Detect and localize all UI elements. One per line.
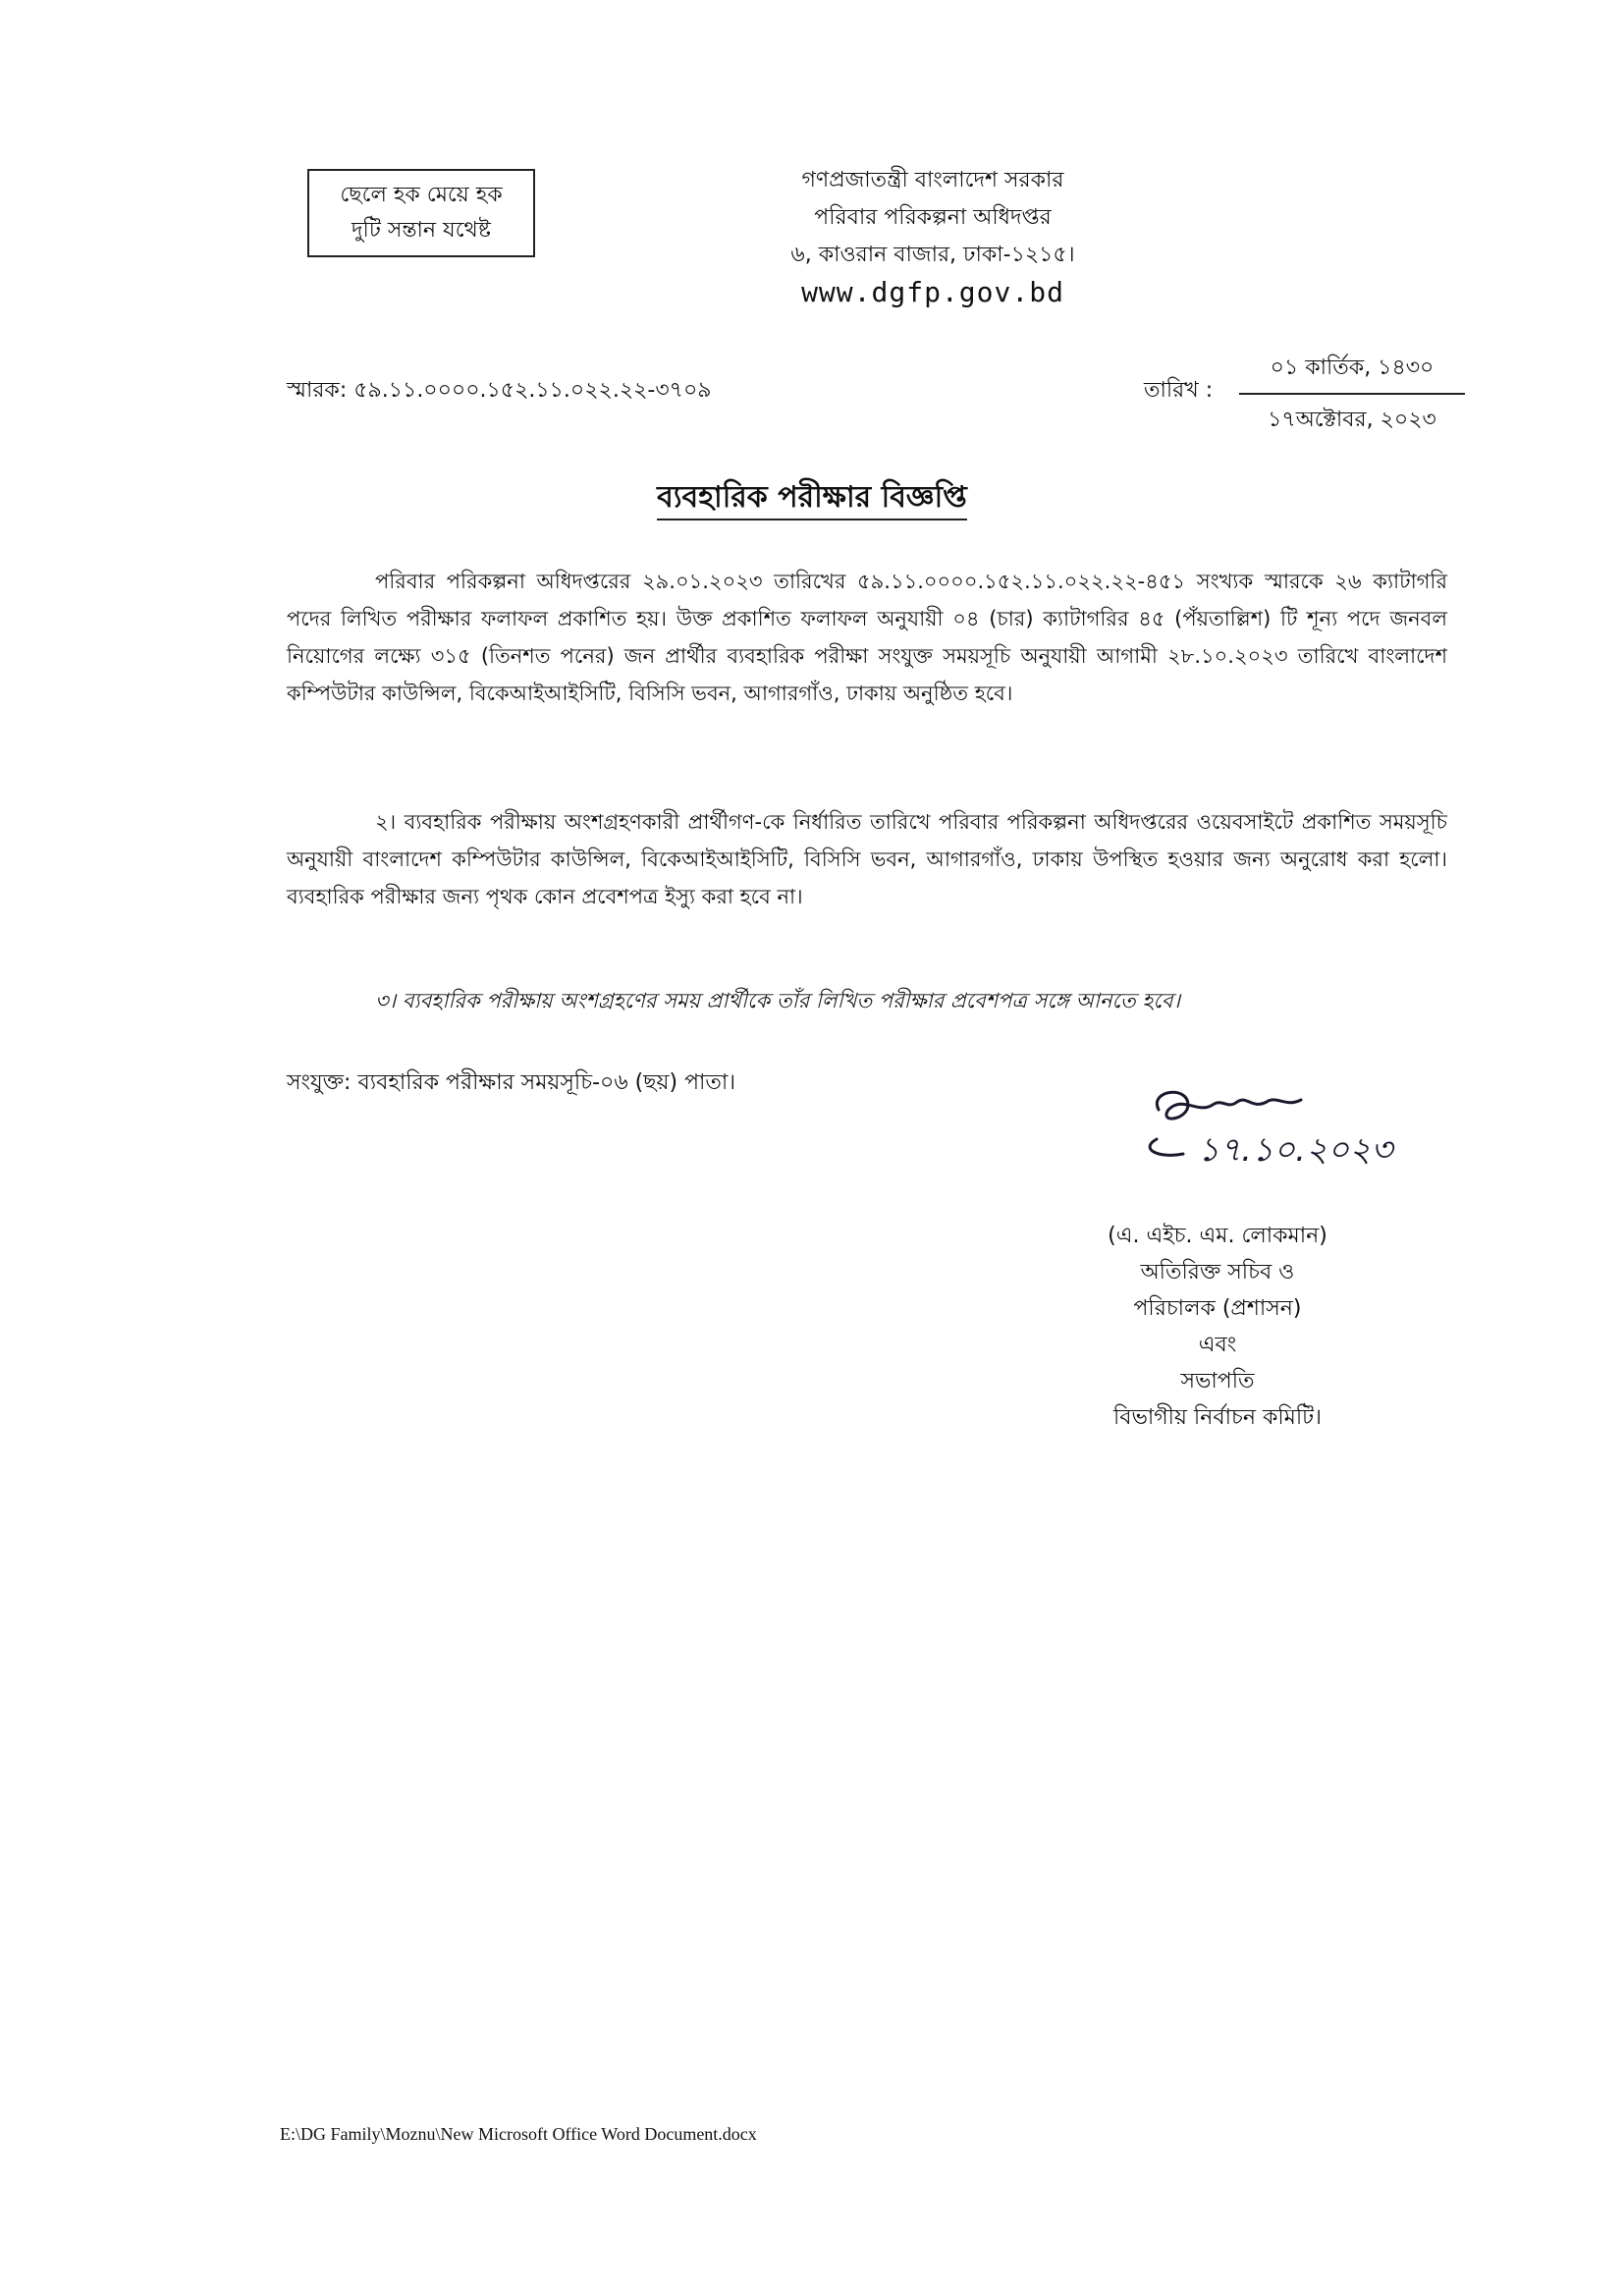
government-name: গণপ্রজাতন্ত্রী বাংলাদেশ সরকার [801, 168, 1064, 192]
paragraph-2: ২। ব্যবহারিক পরীক্ষায় অংশগ্রহণকারী প্রার্থীগণ-কে নির্ধারিত তারিখে পরিবার পরিকল্পনা অধিদপ্তরের ওয়েবসাইটে প্রকাশিত সময়সূচি অনুযায়ী বাংলাদেশ কম্পিউটার কাউন্সিল, বিকেআইআইসিটি, বিসিসি ভবন, আগারগাঁও, ঢাকায় উপস্থিত হওয়ার জন্য অনুরোধ করা হলো। ব্যবহারিক পরীক্ষার জন্য পৃথক কোন প্রবেশপত্র ইস্যু করা হবে না। [287, 810, 1447, 908]
date-gregorian: ১৭অক্টোবর, ২০২৩ [1268, 408, 1436, 432]
signature-date: ১৭.১০.২০২৩ [1198, 1130, 1393, 1170]
signatory-name: (এ. এইচ. এম. লোকমান) [1108, 1224, 1327, 1248]
slogan-line-1: ছেলে হক মেয়ে হক [340, 183, 503, 207]
signatory-committee: বিভাগীয় নির্বাচন কমিটি। [1112, 1405, 1323, 1430]
directorate-name: পরিবার পরিকল্পনা অধিদপ্তর [814, 205, 1052, 230]
notice-title-text: ব্যবহারিক পরীক্ষার বিজ্ঞপ্তি [657, 480, 967, 520]
file-path-footer: E:\DG Family\Moznu\New Microsoft Office Word Document.docx [280, 2124, 757, 2144]
slogan-line-2: দুটি সন্তান যথেষ্ট [352, 218, 491, 243]
paragraph-1: পরিবার পরিকল্পনা অধিদপ্তরের ২৯.০১.২০২৩ তারিখের ৫৯.১১.০০০০.১৫২.১১.০২২.২২-৪৫১ সংখ্যক স্মারকে ২৬ ক্যাটাগরি পদের লিখিত পরীক্ষার ফলাফল প্রকাশিত হয়। উক্ত প্রকাশিত ফলাফল অনুযায়ী ০৪ (চার) ক্যাটাগরির ৪৫ (পঁয়তাল্লিশ) টি শূন্য পদে জনবল নিয়োগের লক্ষ্যে ৩১৫ (তিনশত পনের) জন প্রার্থীর ব্যবহারিক পরীক্ষা সংযুক্ত সময়সূচি অনুযায়ী আগামী ২৮.১০.২০২৩ তারিখে বাংলাদেশ কম্পিউটার কাউন্সিল, বিকেআইআইসিটি, বিসিসি ভবন, আগারগাঁও, ঢাকায় অনুষ্ঠিত হবে। [287, 570, 1447, 705]
signatory-conjunction: এবং [1198, 1333, 1237, 1357]
notice-title [0, 473, 1624, 523]
signatory-designation-1: অতিরিক্ত সচিব ও [1140, 1260, 1295, 1285]
slogan-box [307, 169, 535, 257]
paragraph-3: ৩। ব্যবহারিক পরীক্ষায় অংশগ্রহণের সময় প্রার্থীকে তাঁর লিখিত পরীক্ষার প্রবেশপত্র সঙ্গে আনতে হবে। [375, 989, 1181, 1012]
letterhead [589, 162, 1276, 311]
date-block [1239, 351, 1465, 439]
signatory-designation-2: পরিচালক (প্রশাসন) [1133, 1296, 1302, 1321]
attachment-note: সংযুক্ত: ব্যবহারিক পরীক্ষার সময়সূচি-০৬ (ছয়) পাতা। [287, 1070, 736, 1095]
memo-number: স্মারক: ৫৯.১১.০০০০.১৫২.১১.০২২.২২-৩৭০৯ [287, 378, 712, 403]
office-address: ৬, কাওরান বাজার, ঢাকা-১২১৫। [790, 243, 1075, 267]
website-link[interactable]: www.dgfp.gov.bd [801, 276, 1064, 308]
handwritten-signature [1129, 1080, 1463, 1188]
signatory-block [1060, 1218, 1375, 1436]
signatory-designation-3: সভাপতি [1180, 1369, 1255, 1394]
date-bangla: ০১ কার্তিক, ১৪৩০ [1239, 351, 1465, 395]
date-label: তারিখ : [1144, 378, 1214, 403]
